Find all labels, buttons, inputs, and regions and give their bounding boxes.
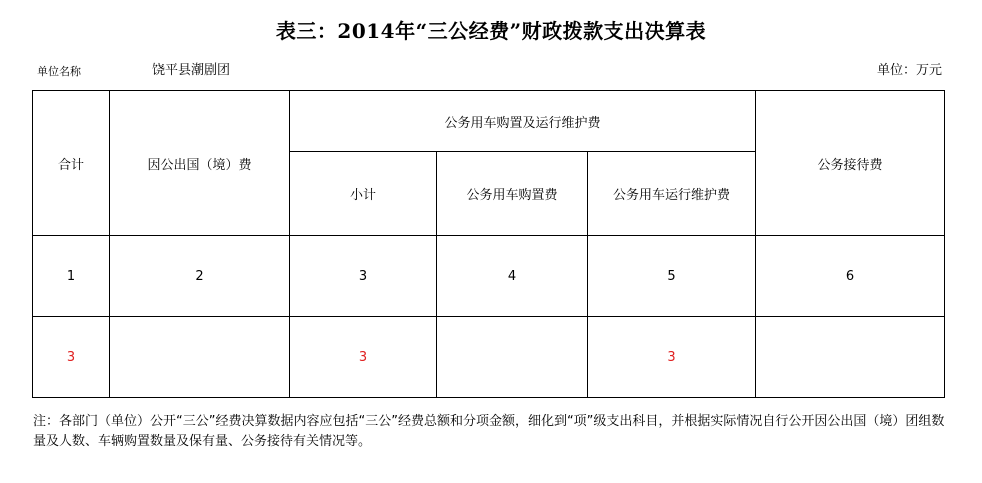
unit-name-label: 单位名称 xyxy=(37,65,81,78)
column-number-cell: 5 xyxy=(588,236,756,317)
value-cell-subtotal: 3 xyxy=(290,317,437,398)
column-number-cell: 1 xyxy=(33,236,110,317)
column-number-cell: 6 xyxy=(756,236,945,317)
header-vehicle-operation: 公务用车运行维护费 xyxy=(588,152,756,236)
header-abroad-expense: 因公出国（境）费 xyxy=(110,91,290,236)
header-subtotal: 小计 xyxy=(290,152,437,236)
page-title: 表三：2014年“三公经费”财政拨款支出决算表 xyxy=(275,19,707,43)
value-cell-vehicle-purchase xyxy=(437,317,588,398)
value-cell-total: 3 xyxy=(33,317,110,398)
column-number-cell: 2 xyxy=(110,236,290,317)
unit-name-value: 饶平县潮剧团 xyxy=(152,63,231,78)
header-row-top xyxy=(33,91,945,152)
expense-table xyxy=(32,90,945,398)
header-total: 合计 xyxy=(33,91,110,236)
header-vehicle-group: 公务用车购置及运行维护费 xyxy=(290,91,756,152)
value-row xyxy=(33,317,945,398)
footnote: 注：各部门（单位）公开“三公”经费决算数据内容应包括“三公”经费总额和分项金额，细化到“项”级支出科目，并根据实际情况自行公开因公出国（境）团组数量及人数、车辆购置数量及保有量、公务接待有关情况等。 xyxy=(33,414,945,449)
column-number-row xyxy=(33,236,945,317)
column-number-cell: 3 xyxy=(290,236,437,317)
value-cell-abroad xyxy=(110,317,290,398)
currency-unit-label: 单位：万元 xyxy=(876,63,942,78)
column-number-cell: 4 xyxy=(437,236,588,317)
value-cell-reception xyxy=(756,317,945,398)
header-vehicle-purchase: 公务用车购置费 xyxy=(437,152,588,236)
header-reception-expense: 公务接待费 xyxy=(756,91,945,236)
value-cell-vehicle-operation: 3 xyxy=(588,317,756,398)
